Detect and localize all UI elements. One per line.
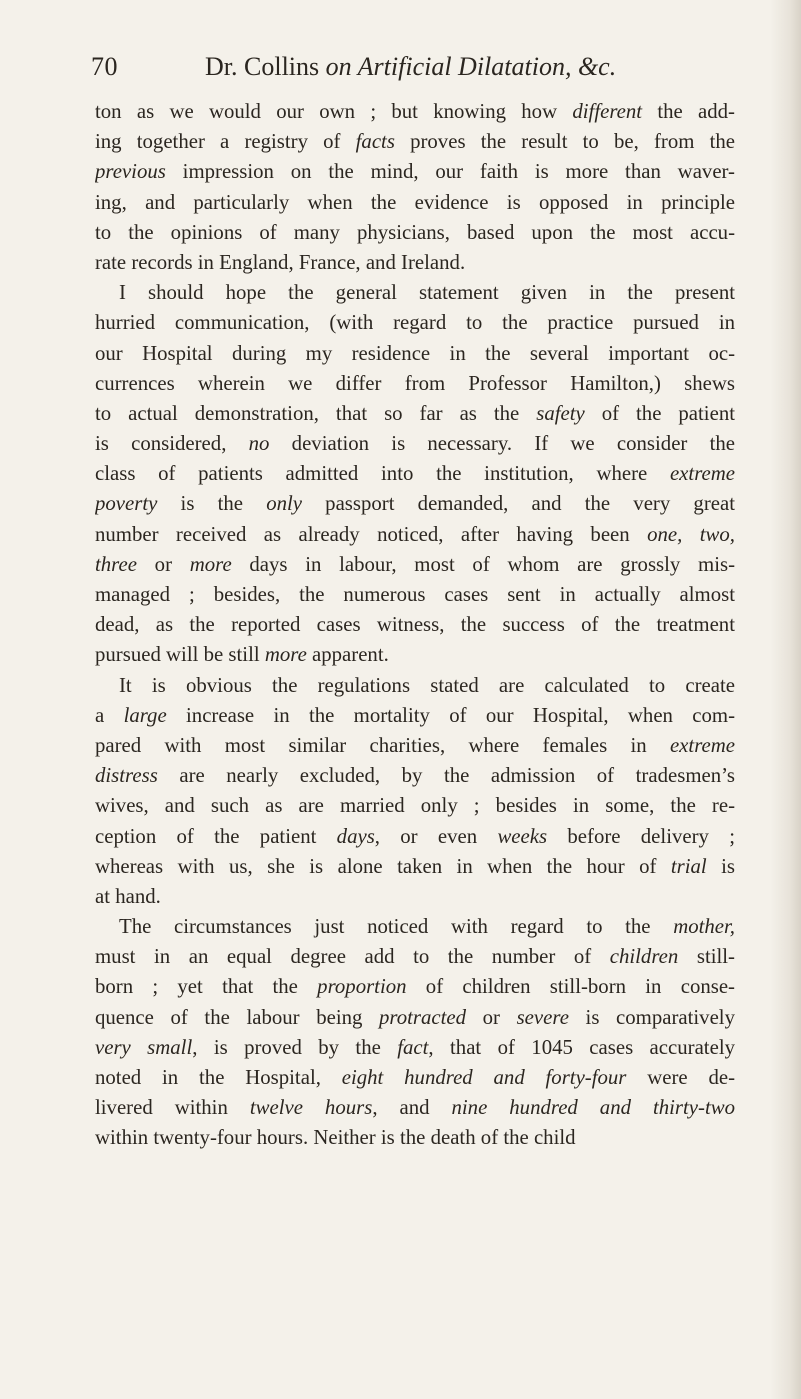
running-head-title: on Artificial Dilatation, &c. xyxy=(325,52,617,81)
text-line xyxy=(95,97,735,127)
text-run: at hand. xyxy=(95,884,161,908)
text-run: , that of 1045 cases accurately xyxy=(428,1035,735,1059)
text-run: I should hope the general statement given in the present xyxy=(119,281,735,305)
page-header xyxy=(0,52,801,92)
text-run: livered within xyxy=(95,1096,250,1120)
italic-emphasis: severe xyxy=(516,1005,569,1029)
italic-emphasis: one, two, xyxy=(647,522,735,546)
text-line xyxy=(95,972,735,1002)
text-run: It is obvious the regulations stated are calculated to create xyxy=(119,673,735,697)
text-run: is the xyxy=(157,492,267,516)
text-run: before delivery ; xyxy=(547,824,735,848)
text-run: currences wherein we differ from Professor Hamilton,) shews xyxy=(95,371,735,395)
text-run: apparent. xyxy=(306,643,389,667)
text-run: whereas with us, she is alone taken in when the hour of xyxy=(95,854,671,878)
text-line xyxy=(95,610,735,640)
text-run: still- xyxy=(678,945,735,969)
text-line xyxy=(95,188,735,218)
text-run: to the opinions of many physicians, based upon the most accu- xyxy=(95,220,735,244)
text-line xyxy=(95,701,735,731)
text-line xyxy=(95,157,735,187)
italic-emphasis: large xyxy=(123,703,167,727)
text-line xyxy=(95,369,735,399)
text-line xyxy=(95,127,735,157)
text-run: passport demanded, and the very great xyxy=(302,492,735,516)
page-number: 70 xyxy=(91,52,118,81)
text-run: pared with most similar charities, where females in xyxy=(95,733,670,757)
text-run: days in labour, most of whom are grossly mis- xyxy=(231,552,735,576)
text-run: ton as we would our own ; but knowing how xyxy=(95,100,573,123)
text-line xyxy=(95,942,735,972)
italic-emphasis: poverty xyxy=(95,492,158,516)
text-run: within twenty-four hours. Neither is the death of the child xyxy=(95,1126,576,1150)
italic-emphasis: more xyxy=(264,643,307,667)
text-run: impression on the mind, our faith is more than waver- xyxy=(165,160,735,184)
text-run: rate records in England, France, and Ireland. xyxy=(95,250,466,274)
italic-emphasis: only xyxy=(266,492,302,516)
text-line xyxy=(95,1063,735,1093)
text-run: the add- xyxy=(642,100,735,123)
italic-emphasis: no xyxy=(248,432,270,456)
text-line xyxy=(95,580,735,610)
italic-emphasis: previous xyxy=(95,160,166,184)
italic-emphasis: safety xyxy=(536,401,585,425)
text-run: dead, as the reported cases witness, the success of the treatment xyxy=(95,613,735,637)
text-line xyxy=(95,912,735,942)
italic-emphasis: extreme xyxy=(669,733,735,757)
text-line xyxy=(95,339,735,369)
text-run: ing, and particularly when the evidence is opposed in principle xyxy=(95,190,735,214)
text-run: of children still-born in conse- xyxy=(406,975,735,999)
italic-emphasis: mother, xyxy=(673,915,735,939)
text-run: wives, and such as are married only ; besides in some, the re- xyxy=(95,794,735,818)
italic-emphasis: protracted xyxy=(379,1005,467,1029)
text-run: were de- xyxy=(626,1066,735,1089)
italic-emphasis: more xyxy=(189,552,232,576)
text-run: must in an equal degree add to the number of xyxy=(95,945,610,969)
text-run: proves the result to be, from the xyxy=(394,130,735,154)
text-run: or xyxy=(466,1005,517,1029)
text-line xyxy=(95,731,735,761)
text-run: deviation is necessary. If we consider the xyxy=(269,432,735,456)
running-head-author: Dr. Collins xyxy=(205,52,326,81)
text-run: hurried communication, (with regard to the practice pursued in xyxy=(95,311,735,335)
text-run: or xyxy=(136,552,190,576)
italic-emphasis: twelve hours xyxy=(249,1096,373,1120)
italic-emphasis: distress xyxy=(95,764,158,788)
text-run: ception of the patient xyxy=(95,824,337,848)
text-line xyxy=(95,459,735,489)
text-run: number received as already noticed, after having been xyxy=(95,522,648,546)
text-line xyxy=(95,1093,735,1123)
running-head xyxy=(205,52,616,82)
italic-emphasis: trial xyxy=(670,854,707,878)
text-line xyxy=(95,1033,735,1063)
text-run: is considered, xyxy=(95,432,249,456)
text-run: The circumstances just noticed with regard to the xyxy=(119,915,674,939)
text-line xyxy=(95,218,735,248)
text-line xyxy=(95,852,735,882)
text-run: quence of the labour being xyxy=(95,1005,380,1029)
text-line xyxy=(95,248,735,278)
text-line xyxy=(95,429,735,459)
text-line xyxy=(95,489,735,519)
text-line xyxy=(95,640,735,670)
text-run: is comparatively xyxy=(568,1005,735,1029)
text-line xyxy=(95,822,735,852)
italic-emphasis: weeks xyxy=(497,824,548,848)
text-line xyxy=(95,520,735,550)
text-run: noted in the Hospital, xyxy=(95,1066,342,1089)
text-line xyxy=(95,791,735,821)
text-run: increase in the mortality of our Hospital, when com- xyxy=(166,703,735,727)
italic-emphasis: proportion xyxy=(317,975,407,999)
italic-emphasis: facts xyxy=(355,130,395,154)
italic-emphasis: nine hundred and thirty-two xyxy=(451,1096,735,1120)
italic-emphasis: days xyxy=(336,824,375,848)
text-run: ing together a registry of xyxy=(95,130,356,154)
text-line xyxy=(95,1123,735,1153)
italic-emphasis: children xyxy=(609,945,679,969)
italic-emphasis: fact xyxy=(397,1035,429,1059)
text-run: pursued will be still xyxy=(95,643,265,667)
text-line xyxy=(95,761,735,791)
italic-emphasis: eight hundred and forty-four xyxy=(341,1066,627,1089)
text-line xyxy=(95,550,735,580)
italic-emphasis: very small xyxy=(95,1035,193,1059)
text-line xyxy=(95,278,735,308)
text-run: born ; yet that the xyxy=(95,975,318,999)
text-run: , or even xyxy=(374,824,498,848)
text-run: are nearly excluded, by the admission of tradesmen’s xyxy=(157,764,735,788)
text-run: of the patient xyxy=(584,401,735,425)
text-run: our Hospital during my residence in the several important oc- xyxy=(95,341,735,365)
text-line xyxy=(95,308,735,338)
text-line xyxy=(95,1003,735,1033)
text-run: , and xyxy=(372,1096,452,1120)
body-text xyxy=(95,97,735,1154)
text-line xyxy=(95,671,735,701)
text-run: , is proved by the xyxy=(192,1035,398,1059)
text-line xyxy=(95,399,735,429)
italic-emphasis: extreme xyxy=(669,462,735,486)
text-line xyxy=(95,882,735,912)
text-run: a xyxy=(95,703,124,727)
text-run: is xyxy=(706,854,735,878)
text-run: managed ; besides, the numerous cases sent in actually almost xyxy=(95,583,735,606)
italic-emphasis: different xyxy=(572,100,643,123)
text-run: to actual demonstration, that so far as the xyxy=(95,401,537,425)
text-run: class of patients admitted into the institution, where xyxy=(95,462,670,486)
italic-emphasis: three xyxy=(95,552,137,576)
